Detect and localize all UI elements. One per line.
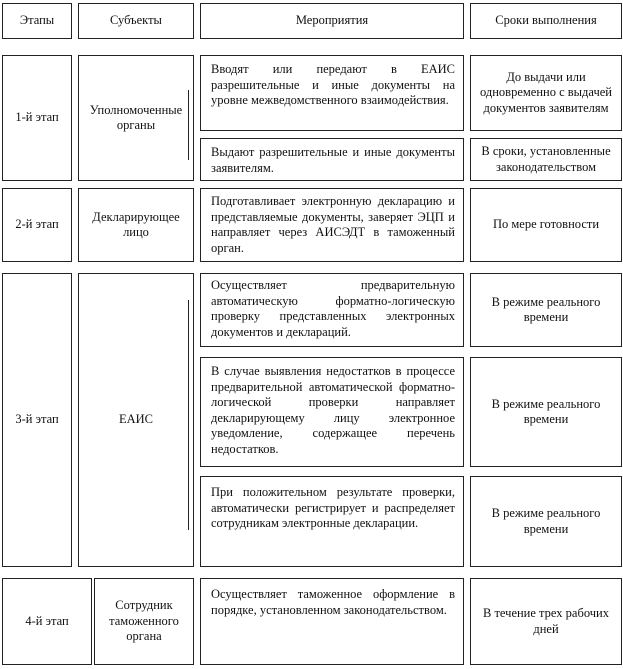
stage-1-action-1: Вводят или передают в ЕАИС разрешительные и иные документы на уровне межведомственного взаимодействия. <box>200 55 464 131</box>
stage-3-connector <box>188 300 189 530</box>
stage-3-action-2: В случае выявления недостатков в процессе предварительной автоматической форматно-логической проверки направляет декларирующему лицу электронное уведомление, содержащее перечень недостатков. <box>200 357 464 467</box>
stage-1-deadline-1: До выдачи или одновременно с выдачей документов заявителям <box>470 55 622 131</box>
stage-3-label: 3-й этап <box>2 273 72 567</box>
stage-1-label: 1-й этап <box>2 55 72 181</box>
stage-4-action-1: Осуществляет таможенное оформление в порядке, установленном законодательством. <box>200 578 464 665</box>
stage-3-deadline-2: В режиме реального времени <box>470 357 622 467</box>
stage-2-deadline-1: По мере готовности <box>470 188 622 262</box>
stage-2-label: 2-й этап <box>2 188 72 262</box>
stage-1-connector <box>188 90 189 160</box>
stage-1-deadline-2: В сроки, установленные законодательством <box>470 138 622 181</box>
stage-1-action-2: Выдают разрешительные и иные документы заявителям. <box>200 138 464 181</box>
stage-4-deadline-1: В течение трех рабочих дней <box>470 578 622 665</box>
stage-4-subject: Сотрудник таможенного органа <box>94 578 194 665</box>
stage-3-deadline-3: В режиме реального времени <box>470 476 622 567</box>
header-actions: Мероприятия <box>200 3 464 39</box>
stage-3-action-1: Осуществляет предварительную автоматическую форматно-логическую проверку представленных электронных документов и деклараций. <box>200 273 464 347</box>
stage-3-action-3: При положительном результате проверки, автоматически регистрирует и распределяет сотрудникам электронные декларации. <box>200 476 464 567</box>
stage-1-subject: Уполномоченные органы <box>78 55 194 181</box>
stage-2-action-1: Подготавливает электронную декларацию и представляемые документы, заверяет ЭЦП и направляет через АИСЭДТ в таможенный орган. <box>200 188 464 262</box>
header-deadlines: Сроки выполнения <box>470 3 622 39</box>
stage-4-label: 4-й этап <box>2 578 92 665</box>
header-subjects: Субъекты <box>78 3 194 39</box>
stage-3-subject: ЕАИС <box>78 273 194 567</box>
header-stages: Этапы <box>2 3 72 39</box>
stage-3-deadline-1: В режиме реального времени <box>470 273 622 347</box>
stage-2-subject: Декларирующее лицо <box>78 188 194 262</box>
